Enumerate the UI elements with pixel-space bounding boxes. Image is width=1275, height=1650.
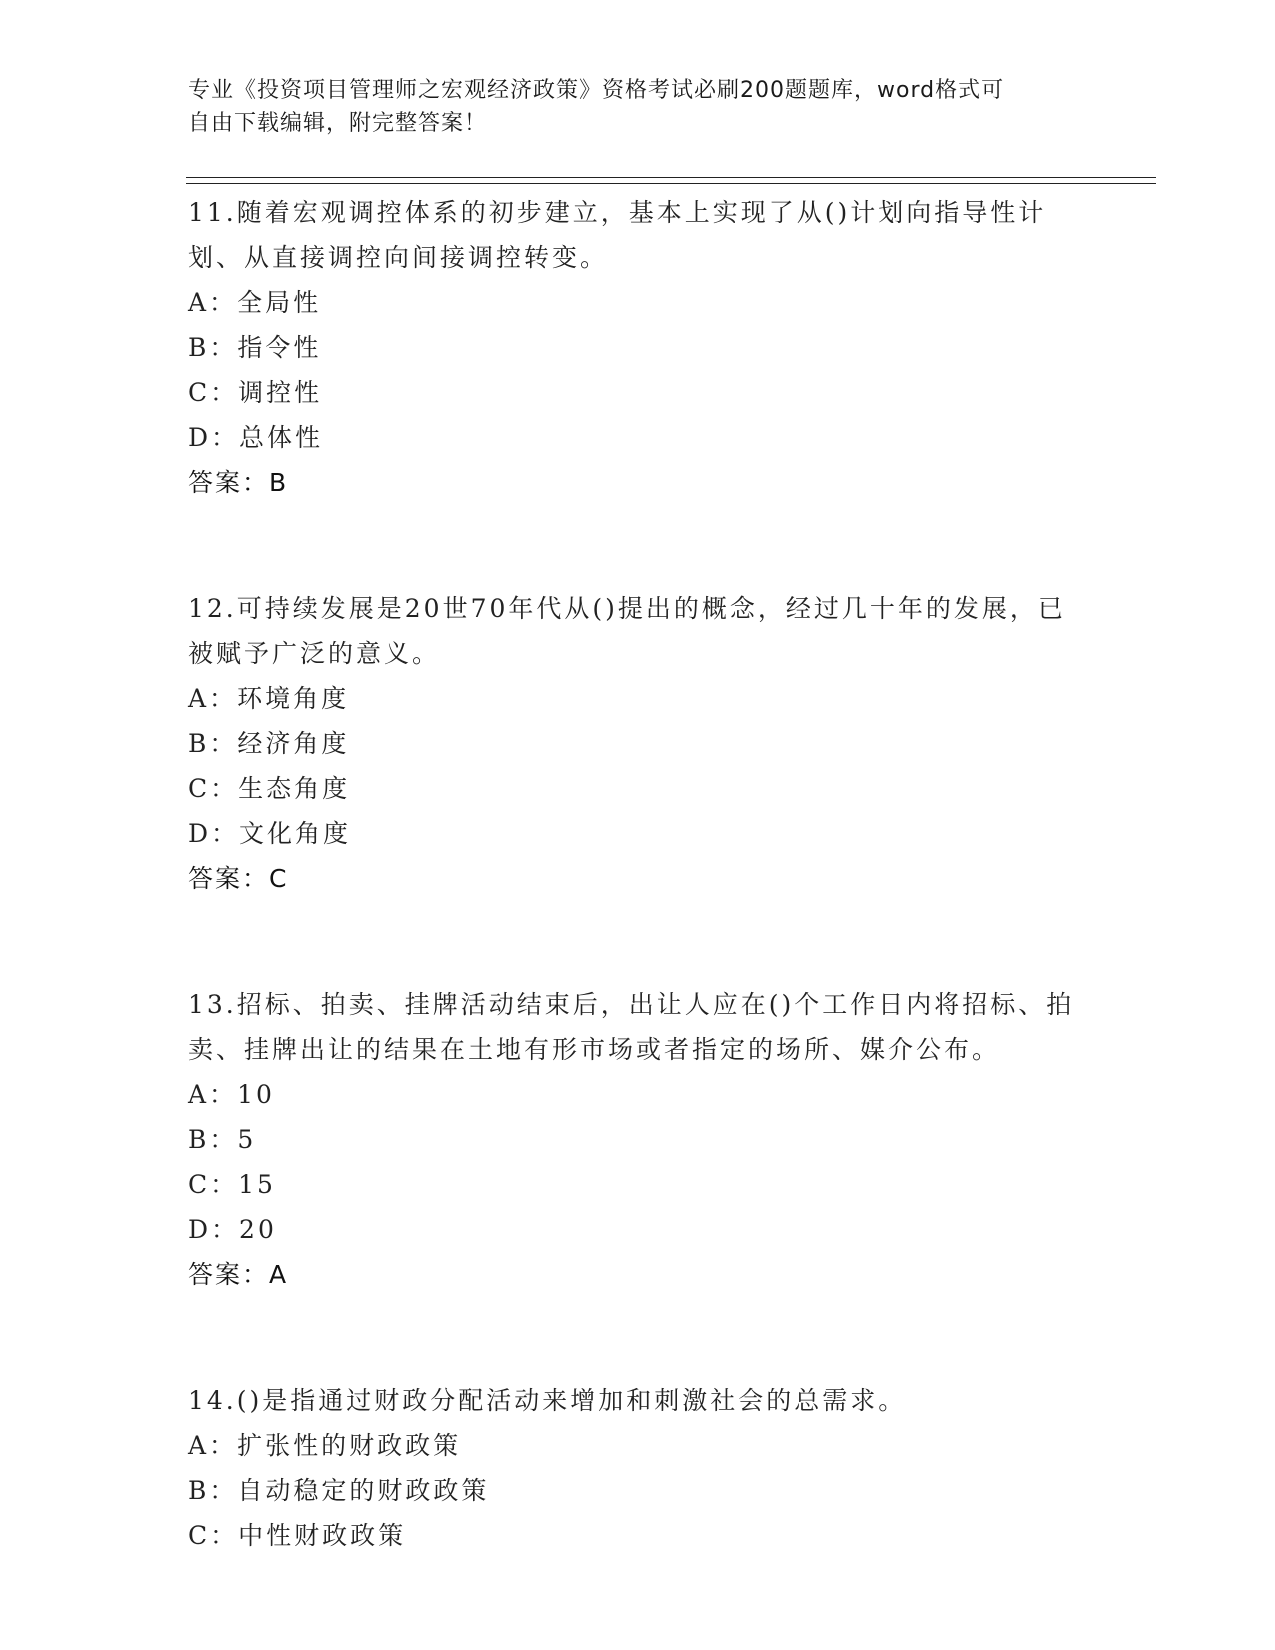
option-b — [188, 1117, 1088, 1162]
option-a — [188, 280, 1088, 325]
question-12 — [188, 586, 1088, 901]
option-d — [188, 415, 1088, 460]
option-b — [188, 721, 1088, 766]
option-a — [188, 1072, 1088, 1117]
option-text: 总体性 — [239, 423, 324, 452]
option-letter: D： — [188, 819, 240, 848]
answer-line — [188, 1252, 1088, 1297]
option-letter: C： — [188, 378, 239, 407]
option-text: 指令性 — [237, 333, 322, 362]
option-letter: C： — [188, 1521, 239, 1550]
option-letter: C： — [188, 1170, 239, 1199]
option-b — [188, 1468, 1088, 1513]
option-text: 经济角度 — [237, 729, 350, 758]
option-a — [188, 1423, 1088, 1468]
option-letter: A： — [188, 1431, 238, 1460]
question-list — [188, 190, 1088, 1558]
option-text: 20 — [239, 1215, 277, 1244]
option-text: 自动稳定的财政政策 — [237, 1476, 490, 1505]
answer-label: 答案： — [188, 468, 270, 497]
option-letter: B： — [188, 333, 238, 362]
option-text: 5 — [237, 1125, 257, 1154]
option-letter: B： — [188, 1476, 238, 1505]
question-stem: 13.招标、拍卖、挂牌活动结束后，出让人应在()个工作日内将招标、拍卖、挂牌出让的结果在土地有形市场或者指定的场所、媒介公布。 — [188, 990, 1075, 1064]
option-d — [188, 1207, 1088, 1252]
option-d — [188, 811, 1088, 856]
option-text: 全局性 — [237, 288, 322, 317]
header-divider-top — [186, 177, 1156, 178]
option-letter: B： — [188, 729, 238, 758]
option-text: 10 — [237, 1080, 275, 1109]
answer-value: A — [269, 1260, 287, 1289]
header-line-1: 专业《投资项目管理师之宏观经济政策》资格考试必刷200题题库，word格式可 — [188, 78, 1005, 103]
question-11 — [188, 190, 1088, 505]
answer-value: B — [269, 468, 287, 497]
question-stem: 14.()是指通过财政分配活动来增加和刺激社会的总需求。 — [188, 1386, 907, 1415]
header-line-2: 自由下载编辑，附完整答案！ — [188, 111, 488, 136]
option-letter: D： — [188, 423, 240, 452]
document-header — [188, 74, 1068, 140]
option-c — [188, 1513, 1088, 1558]
question-14 — [188, 1378, 1088, 1558]
option-c — [188, 370, 1088, 415]
option-text: 扩张性的财政政策 — [237, 1431, 462, 1460]
option-c — [188, 766, 1088, 811]
option-letter: A： — [188, 288, 238, 317]
option-text: 15 — [238, 1170, 276, 1199]
option-text: 调控性 — [238, 378, 323, 407]
option-letter: A： — [188, 1080, 238, 1109]
option-letter: D： — [188, 1215, 240, 1244]
question-stem: 11.随着宏观调控体系的初步建立，基本上实现了从()计划向指导性计划、从直接调控向间接调控转变。 — [188, 198, 1047, 272]
question-stem: 12.可持续发展是20世70年代从()提出的概念，经过几十年的发展，已被赋予广泛的意义。 — [188, 594, 1066, 668]
header-divider-bottom — [186, 183, 1156, 184]
answer-label: 答案： — [188, 1260, 270, 1289]
option-letter: B： — [188, 1125, 238, 1154]
answer-line — [188, 460, 1088, 505]
option-text: 中性财政政策 — [238, 1521, 407, 1550]
question-13 — [188, 982, 1088, 1297]
option-text: 环境角度 — [237, 684, 350, 713]
option-c — [188, 1162, 1088, 1207]
option-text: 生态角度 — [238, 774, 351, 803]
option-text: 文化角度 — [239, 819, 352, 848]
option-b — [188, 325, 1088, 370]
answer-line — [188, 856, 1088, 901]
answer-label: 答案： — [188, 864, 270, 893]
answer-value: C — [269, 864, 287, 893]
option-a — [188, 676, 1088, 721]
option-letter: A： — [188, 684, 238, 713]
option-letter: C： — [188, 774, 239, 803]
